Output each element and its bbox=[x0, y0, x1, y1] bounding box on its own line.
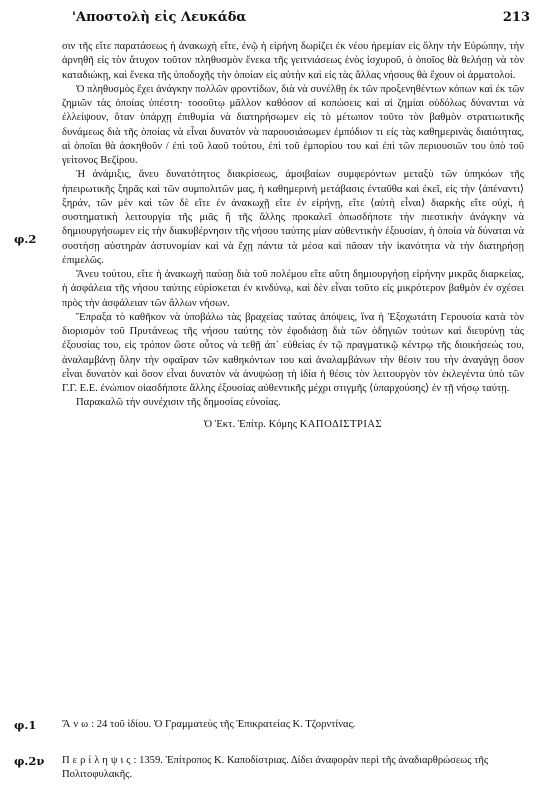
paragraph: Ὁ πληθυσμὸς ἔχει ἀνάγκην πολλῶν φροντίδων, διὰ νὰ συνέλθῃ ἐκ τῶν προξενηθέντων κόπων καὶ ἐκ τῶν ζημιῶν τὰς ὁποίας ὑπέστη· τοσοῦτῳ μᾶλλον καθόσον αἱ κοπώσεις καὶ αἱ ζημίαι οὐδόλως δύνανται νὰ ἐλλείψουν, ὅταν ὑπάρχῃ ἐπιθυμία νὰ διατηρήσωμεν εἰς τὸ μέτωπον τοῦτο τὸν βαθμὸν στρατιωτικῆς δυνάμεως διὰ τῆς ὁποίας νὰ εἶναι δυνατὸν νὰ παρουσιάσωμεν ἐμπόδιον τι εἰς τὰς καθημερινὰς διαιότητας, αἱ ὁποῖαι θὰ ἀσκηθοῦν / ἐπὶ τοῦ λαοῦ τούτου, ἐπὶ τοῦ ἐμπορίου του καὶ ἐπὶ τῶν περιουσιῶν του ὑπὸ τοῦ γείτονος Βεζίρου. bbox=[62, 83, 524, 166]
paragraph: Ἔπραξα τὸ καθῆκον νὰ ὑποβάλω τὰς βραχείας ταύτας ἀπόψεις, ἵνα ἡ Ἐξοχωτάτη Γερουσία κατὰ τὸν διορισμὸν τοῦ Πρυτάνεως τῆς νήσου ταύτης τὸν ἐφοδιάσῃ διὰ τῶν ὁδηγιῶν τούτων καὶ διευρύνῃ τὰς ἐξουσίας του, εἰς τρόπον ὥστε οὗτος νὰ τεθῇ ἀπ᾽ εὐθείας ἐν τῷ πραγματικῷ κέντρῳ τῆς διοικήσεώς του, ἀναλαμβάνῃ ὅλην τὴν σφαῖραν τῶν καθηκόντων του καὶ ἀναλαμβάνων τὴν θέσιν του τὴν ἀναγάγῃ ὅσον εἶναι δυνατὸν καὶ ὅσον εἶναι δυνατὸν νὰ ἀνυψώσῃ τὴ ἰδία ἡ θέσις τὸν λειτουργὸν τὸν ἐκλεγέντα ὑπὸ τῶν Γ.Γ. Ε.Ε. ἐνώπιον οἱασδήποτε ἄλλης ἐξουσίας αὐθεντικῆς μέχρι στιγμῆς ⟨ὑπαρχούσης⟩ ἐν τῇ νήσῳ ταύτῃ. bbox=[62, 311, 524, 394]
page-number: 213 bbox=[502, 10, 530, 25]
ano-label: Ἄνω bbox=[62, 719, 92, 730]
document-body bbox=[62, 40, 524, 432]
perilipsis-text: : 1359. Ἐπίτροπος Κ. Καποδίστριας. Δίδει ἀναφορὰν περὶ τῆς ἀναδιαρθρώσεως τῆς Πολιτοφυλακῆς. bbox=[62, 755, 489, 781]
margin-note-folio-1: φ.1 bbox=[14, 718, 37, 732]
signature-name: ΚΑΠΟΔΙΣΤΡΙΑΣ bbox=[299, 418, 383, 430]
running-header bbox=[72, 10, 530, 30]
paragraph: σιν τῆς εἴτε παρατάσεως ἡ ἀνακωχὴ εἴτε, ἐνῷ ἡ εἰρήνη δωρίζει ἐκ νέου ἠρεμίαν εἰς ὅλην τὴν Εὐρώπην, τὴν ἀρνηθῆ εἰς τὸν ἄτυχον τοῦτον πληθυσμὸν ἕνεκα τῆς γειτνιάσεως ἑνὸς ἰσχυροῦ, ὁ ὁποῖος θὰ θελήσῃ νὰ τὸν καταδιώκῃ, καὶ ἕνεκα τῆς ὑποδοχῆς τὴν ὁποίαν εἰς αὐτὴν καὶ εἰς τὰς ἄλλας νήσους θὰ ἔχουν οἱ ἁρματολοί. bbox=[62, 41, 524, 81]
perilipsis-label: Περίληψις bbox=[62, 755, 134, 766]
ano-text: : 24 τοῦ ἰδίου. Ὁ Γραμματεὺς τῆς Ἐπικρατείας Κ. Τζορντίνας. bbox=[91, 719, 356, 730]
signature bbox=[62, 418, 524, 432]
perilipsis-note bbox=[62, 754, 524, 783]
signature-prefix: Ὁ Ἐκτ. Ἐπίτρ. Κόμης bbox=[203, 418, 297, 430]
margin-note-folio-2v: φ.2ν bbox=[14, 754, 45, 768]
paragraph: Ἄνευ τούτου, εἴτε ἡ ἀνακωχὴ παύσῃ διὰ τοῦ πολέμου εἴτε αὕτη δημιουργήσῃ εἰρήνην μικρᾶς διαρκείας, ἡ ἀσφάλεια τῆς νήσου ταύτης εὑρίσκεται ἐν κινδύνῳ, καὶ δὲν εἶναι τοῦτο εἰς μικρότερον βαθμὸν ἐν σχέσει πρὸς τὴν ἀσφάλειαν τῶν ἄλλων νήσων. bbox=[62, 269, 524, 309]
paragraph: Ἡ ἀνάμιξις, ἄνευ δυνατότητος διακρίσεως, ἀμοιβαίων συμφερόντων μεταξὺ τῶν ὑπηκόων τῆς ἠπειρωτικῆς ξηρᾶς καὶ τῶν συμπολιτῶν μας, ἡ καθημερινὴ μετάβασις ἐνταῦθα καὶ ἐκεῖ, εἰς τὴν ⟨ἀπέναντι⟩ ξηράν, τῶν μὲν καὶ τῶν δὲ εἴτε ἐν ἀνακωχῇ εἴτε ἐν εἰρήνῃ, εἴτε ⟨αὐτὴ εἶναι⟩ διαρκὴς εἴτε οὐχί, ἡ συστηματικὴ λειτουργία τῆς μιᾶς ἢ τῆς ἄλλης προκαλεῖ ὁπωσδήποτε τὴν πιεστικὴν ἀνάγκην νὰ δημιουργήσωμεν εἰς τὴν διακυβέρνησιν τῆς νήσου ταύτης μίαν αὐθεντικὴν ἐξουσίαν, ἡ ὁποία νὰ δύναται νὰ συστήσῃ αὐστηρὰν ἀστυνομίαν καὶ νὰ ἔχῃ πάντα τὰ μέσα καὶ πᾶσαν τὴν ἱκανότητα νὰ τὴν διατηρήσῃ ἐπιμελῶς. bbox=[62, 169, 524, 266]
margin-note-folio-2: φ.2 bbox=[14, 232, 37, 246]
ano-note bbox=[62, 718, 524, 732]
running-title: 'Αποστολὴ εἰς Λευκάδα bbox=[72, 10, 247, 25]
paragraph: Παρακαλῶ τὴν συνέχισιν τῆς δημοσίας εὐνοίας. bbox=[76, 397, 281, 409]
